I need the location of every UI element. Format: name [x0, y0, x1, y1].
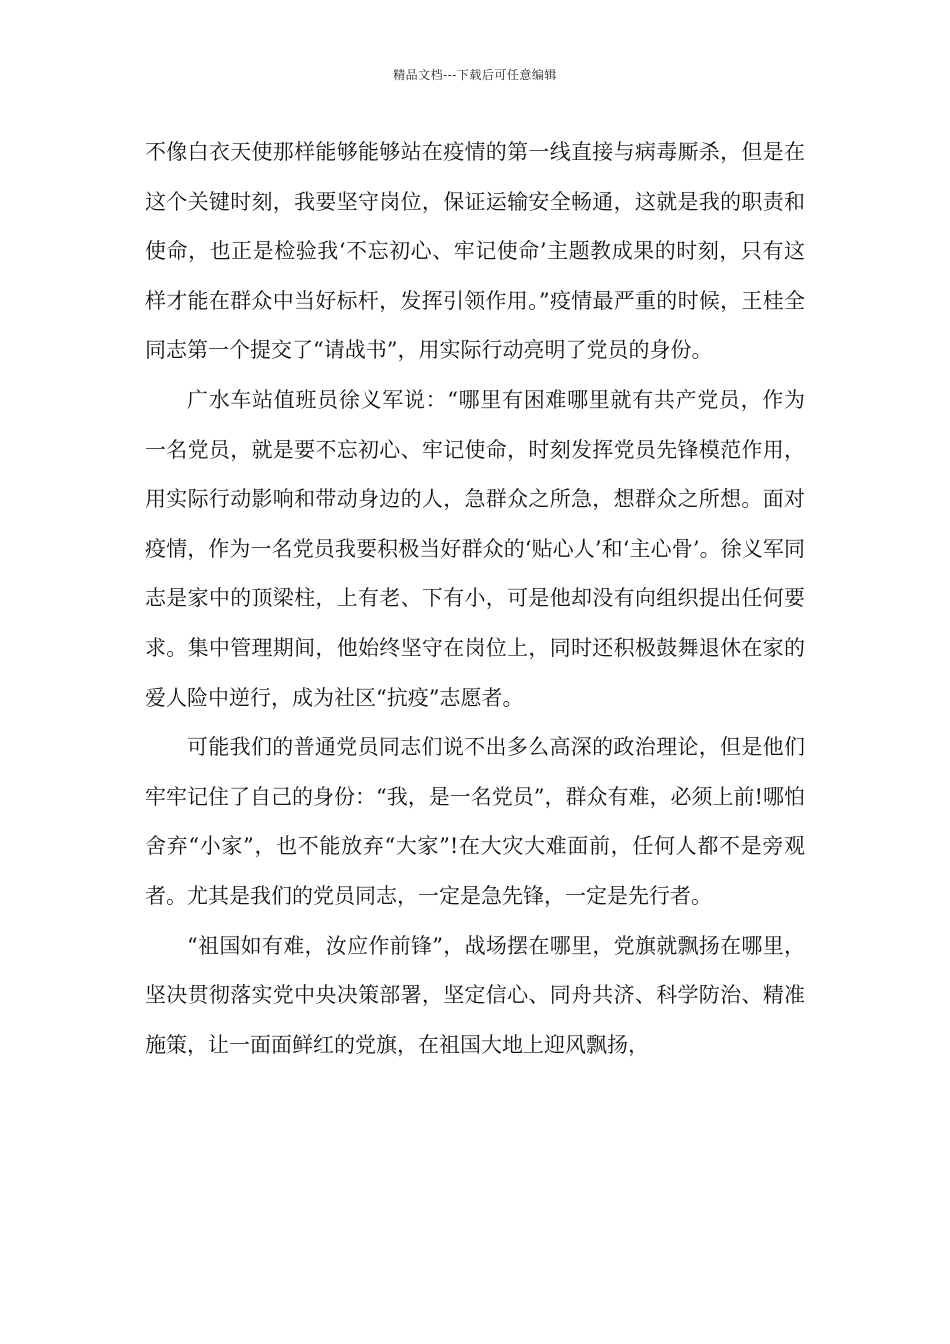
page-header: 精品文档---下载后可任意编辑 — [393, 68, 557, 82]
paragraph-4: “祖国如有难，汝应作前锋”，战场摆在哪里，党旗就飘扬在哪里，坚决贯彻落实党中央决策部署，坚定信心、同舟共济、科学防治、精准施策，让一面面鲜红的党旗，在祖国大地上迎风飘扬， — [145, 933, 805, 1057]
paragraph-1: 不像白衣天使那样能够能够站在疫情的第一线直接与病毒厮杀，但是在这个关键时刻，我要坚守岗位，保证运输安全畅通，这就是我的职责和使命，也正是检验我‘不忘初心、牢记使命’主题教成果的时刻，只有这样才能在群众中当好标杆，发挥引领作用。”疫情最严重的时候，王桂全同志第一个提交了“请战书”，用实际行动亮明了党员的身份。 — [145, 140, 805, 363]
paragraph-3: 可能我们的普通党员同志们说不出多么高深的政治理论，但是他们牢牢记住了自己的身份：“我，是一名党员”，群众有难，必须上前!哪怕舍弃“小家”，也不能放弃“大家”!在大灾大难面前，任何人都不是旁观者。尤其是我们的党员同志，一定是急先锋，一定是先行者。 — [145, 735, 805, 908]
paragraph-2: 广水车站值班员徐义军说：“哪里有困难哪里就有共产党员，作为一名党员，就是要不忘初心、牢记使命，时刻发挥党员先锋模范作用，用实际行动影响和带动身边的人，急群众之所急，想群众之所想。面对疫情，作为一名党员我要积极当好群众的‘贴心人’和‘主心骨’。徐义军同志是家中的顶梁柱，上有老、下有小，可是他却没有向组织提出任何要求。集中管理期间，他始终坚守在岗位上，同时还积极鼓舞退休在家的爱人险中逆行，成为社区“抗疫”志愿者。 — [145, 387, 805, 710]
document-body — [145, 128, 805, 1070]
